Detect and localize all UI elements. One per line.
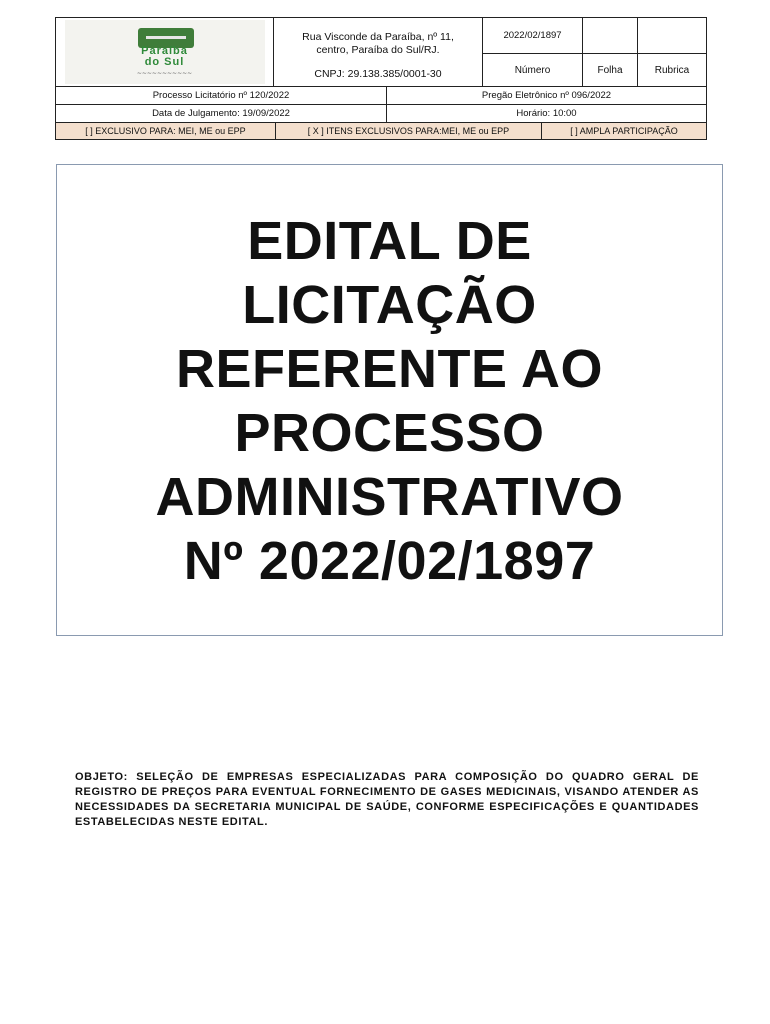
horario: Horário: 10:00 [516, 108, 577, 119]
title-line: EDITAL DE [247, 211, 532, 271]
address-line1: Rua Visconde da Paraíba, nº 11, [302, 31, 454, 43]
title-line: LICITAÇÃO [242, 275, 537, 335]
participation-options-row [55, 123, 707, 140]
rubrica-label: Rubrica [654, 64, 690, 76]
numero-label: Número [483, 54, 583, 86]
address-line2: centro, Paraíba do Sul/RJ. [316, 44, 440, 56]
folha-value [583, 18, 638, 54]
processo-licitatorio: Processo Licitatório nº 120/2022 [56, 87, 387, 104]
title-line: Nº 2022/02/1897 [183, 531, 596, 591]
title-box [56, 164, 723, 636]
logo-slogan-icon: ~~~~~~~~~~~ [136, 69, 193, 77]
reference-grid [483, 18, 706, 86]
municipality-logo [65, 20, 265, 84]
title-line: ADMINISTRATIVO [155, 467, 624, 527]
document-header [55, 17, 707, 140]
pregao-eletronico: Pregão Eletrônico nº 096/2022 [481, 90, 612, 101]
data-julgamento: Data de Julgamento: 19/09/2022 [56, 105, 387, 122]
process-number: 2022/02/1897 [483, 18, 583, 54]
document-title [156, 209, 624, 593]
title-line: REFERENTE AO [175, 339, 603, 399]
logo-text-line1: Paraíba [141, 44, 188, 57]
logo-text-line2: do Sul [144, 55, 185, 68]
folha-label: Folha [583, 54, 638, 86]
option-exclusivo: [ ] EXCLUSIVO PARA: MEI, ME ou EPP [56, 123, 276, 139]
rubrica-value [638, 18, 706, 54]
logo-cell [56, 18, 274, 86]
objeto-paragraph: OBJETO: SELEÇÃO DE EMPRESAS ESPECIALIZADAS PARA COMPOSIÇÃO DO QUADRO GERAL DE REGISTRO DE PREÇOS PARA EVENTUAL FORNECIMENTO DE GASES MEDICINAIS, VISANDO ATENDER AS NECESSIDADES DA SECRETARIA MUNICIPAL DE SAÚDE, CONFORME ESPECIFICAÇÕES E QUANTIDADES ESTABELECIDAS NESTE EDITAL. [75, 771, 699, 828]
title-line: PROCESSO [234, 403, 545, 463]
option-ampla-participacao: [ ] AMPLA PARTICIPAÇÃO [570, 126, 678, 136]
address-cell [274, 18, 483, 86]
cnpj: CNPJ: 29.138.385/0001-30 [314, 68, 442, 80]
header-top-row [55, 17, 707, 87]
option-itens-exclusivos: [ X ] ITENS EXCLUSIVOS PARA:MEI, ME ou EPP [276, 123, 542, 139]
date-row [55, 105, 707, 123]
process-row [55, 87, 707, 105]
